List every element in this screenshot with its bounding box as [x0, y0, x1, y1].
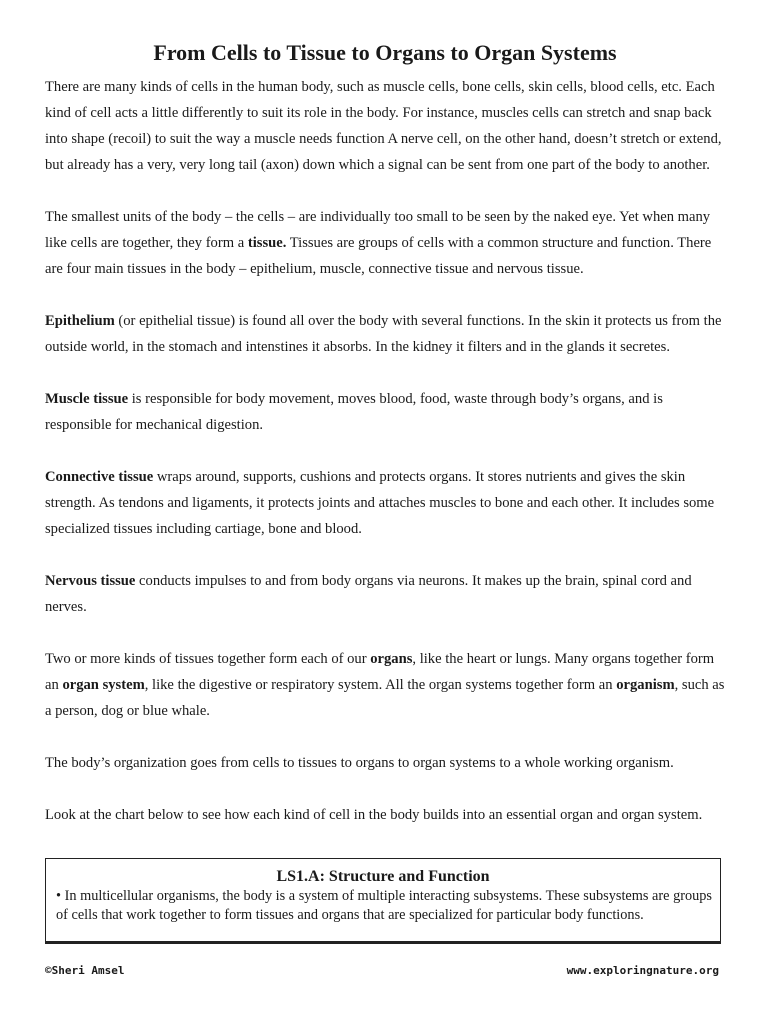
- bold-term: tissue.: [247, 235, 287, 251]
- paragraph-text: conducts impulses to and from body organs via neurons. It makes up the brain, spinal cord and nerves.: [45, 573, 692, 615]
- paragraph-text: is responsible for body movement, moves blood, food, waste through body’s organs, and is responsible for mechanical digestion.: [45, 391, 663, 433]
- paragraph-text: (or epithelial tissue) is found all over the body with several functions. In the skin it protects us from the outside world, in the stomach and intenstines it absorbs. In the kidney it filters and in the glands it secretes.: [45, 313, 722, 355]
- paragraph-text: Tissues are groups of cells with a common structure and function. There are four main tissues in the body – epithelium, muscle, connective tissue and nervous tissue.: [45, 235, 712, 277]
- body-text: [45, 74, 725, 828]
- paragraph-text: Two or more kinds of tissues together form each of our: [45, 651, 371, 667]
- paragraph-text: , such as a person, dog or blue whale.: [45, 677, 725, 719]
- page-title: From Cells to Tissue to Organs to Organ Systems: [153, 40, 617, 65]
- bold-term: Nervous tissue: [45, 573, 136, 589]
- standard-text: In multicellular organisms, the body is a system of multiple interacting subsystems. These subsystems are groups of cells that work together to form tissues and organs that are specialized for particular body functions.: [56, 888, 712, 923]
- bold-term: Muscle tissue: [45, 391, 129, 407]
- bullet-icon: •: [56, 888, 62, 904]
- document-page: [45, 38, 725, 828]
- paragraph: [45, 74, 725, 178]
- paragraph: [45, 308, 725, 360]
- footer-website: www.exploringnature.org: [566, 964, 719, 977]
- paragraph: [45, 386, 725, 438]
- paragraph-text: The body’s organization goes from cells to tissues to organs to organ systems to a whole working organism.: [45, 755, 674, 771]
- standard-title: LS1.A: Structure and Function: [276, 868, 490, 885]
- footer-copyright: ©Sheri Amsel: [45, 964, 125, 977]
- bold-term: organs: [370, 651, 413, 667]
- paragraph: [45, 646, 725, 724]
- bold-term: organism: [616, 677, 675, 693]
- paragraph: [45, 750, 725, 776]
- paragraph-text: Look at the chart below to see how each kind of cell in the body builds into an essential organ and organ system.: [45, 807, 703, 823]
- paragraph-text: The smallest units of the body – the cells – are individually too small to be seen by the naked eye. Yet when many like cells are together, they form a: [45, 209, 711, 251]
- paragraph: [45, 568, 725, 620]
- paragraph: [45, 802, 725, 828]
- paragraph: [45, 204, 725, 282]
- standard-body: [46, 887, 720, 925]
- paragraph-text: wraps around, supports, cushions and protects organs. It stores nutrients and gives the skin strength. As tendons and ligaments, it protects joints and attaches muscles to bone and each other. It includes some specialized tissues including cartiage, bone and blood.: [45, 469, 715, 537]
- paragraph-text: , like the digestive or respiratory system. All the organ systems together form an: [144, 677, 617, 693]
- paragraph-text: There are many kinds of cells in the human body, such as muscle cells, bone cells, skin cells, blood cells, etc. Each kind of cell acts a little differently to suit its role in the body. For instance, muscles cells can stretch and snap back into shape (recoil) to suit the way a muscle needs function A nerve cell, on the other hand, doesn’t stretch or extend, but already has a very, very long tail (axon) down which a signal can be sent from one part of the body to another.: [45, 79, 722, 173]
- standard-box: [45, 858, 721, 944]
- bold-term: Connective tissue: [45, 469, 154, 485]
- paragraph: [45, 464, 725, 542]
- paragraph-text: , like the heart or lungs. Many organs together form an: [45, 651, 715, 693]
- bold-term: organ system: [62, 677, 145, 693]
- bold-term: Epithelium: [45, 313, 115, 329]
